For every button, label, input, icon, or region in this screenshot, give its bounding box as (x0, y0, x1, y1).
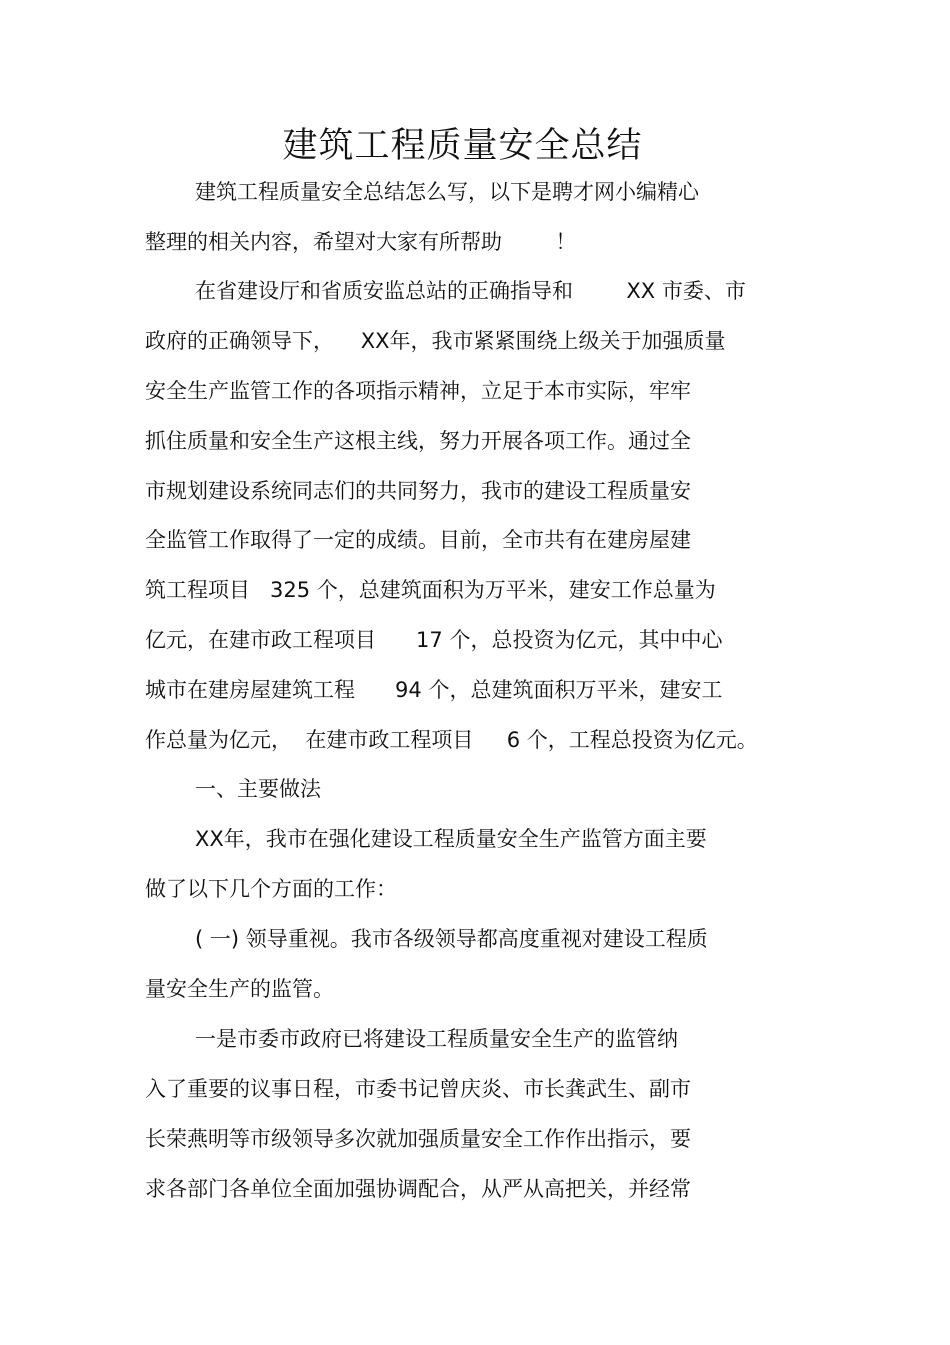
body-line-10: 亿元，在建市政工程项目 17 个，总投资为亿元，其中中心 (145, 628, 723, 652)
body-line-11: 城市在建房屋建筑工程 94 个，总建筑面积万平米，建安工 (145, 678, 723, 702)
document-title: 建筑工程质量安全总结 (282, 126, 643, 166)
body-line-5: 安全生产监管工作的各项指示精神，立足于本市实际，牢牢 (145, 379, 691, 403)
body-line-15: 做了以下几个方面的工作： (145, 877, 397, 901)
body-line-21: 求各部门各单位全面加强协调配合，从严从高把关，并经常 (145, 1177, 691, 1201)
body-line-18: 一是市委市政府已将建设工程质量安全生产的监管纳 (195, 1027, 678, 1051)
body-line-9: 筑工程项目 325 个，总建筑面积为万平米，建安工作总量为 (145, 578, 716, 602)
body-line-3: 在省建设厅和省质安监总站的正确指导和 XX 市委、市 (195, 279, 746, 303)
body-line-4: 政府的正确领导下， XX年，我市紧紧围绕上级关于加强质量 (145, 329, 726, 353)
body-line-16: ( 一) 领导重视。我市各级领导都高度重视对建设工程质 (195, 927, 708, 951)
body-line-6: 抓住质量和安全生产这根主线，努力开展各项工作。通过全 (145, 429, 691, 453)
body-line-12: 作总量为亿元， 在建市政工程项目 6 个，工程总投资为亿元。 (145, 728, 758, 752)
body-line-1: 建筑工程质量安全总结怎么写，以下是聘才网小编精心 (195, 180, 699, 204)
body-line-14: XX年，我市在强化建设工程质量安全生产监管方面主要 (195, 827, 707, 851)
body-line-19: 入了重要的议事日程，市委书记曾庆炎、市长龚武生、副市 (145, 1077, 691, 1101)
body-line-8: 全监管工作取得了一定的成绩。目前，全市共有在建房屋建 (145, 528, 691, 552)
body-line-7: 市规划建设系统同志们的共同努力，我市的建设工程质量安 (145, 479, 691, 503)
body-line-2: 整理的相关内容，希望对大家有所帮助 ！ (145, 230, 577, 254)
body-line-17: 量安全生产的监管。 (145, 977, 334, 1001)
body-line-20: 长荣燕明等市级领导多次就加强质量安全工作作出指示，要 (145, 1127, 691, 1151)
section-heading: 一、主要做法 (195, 777, 321, 801)
